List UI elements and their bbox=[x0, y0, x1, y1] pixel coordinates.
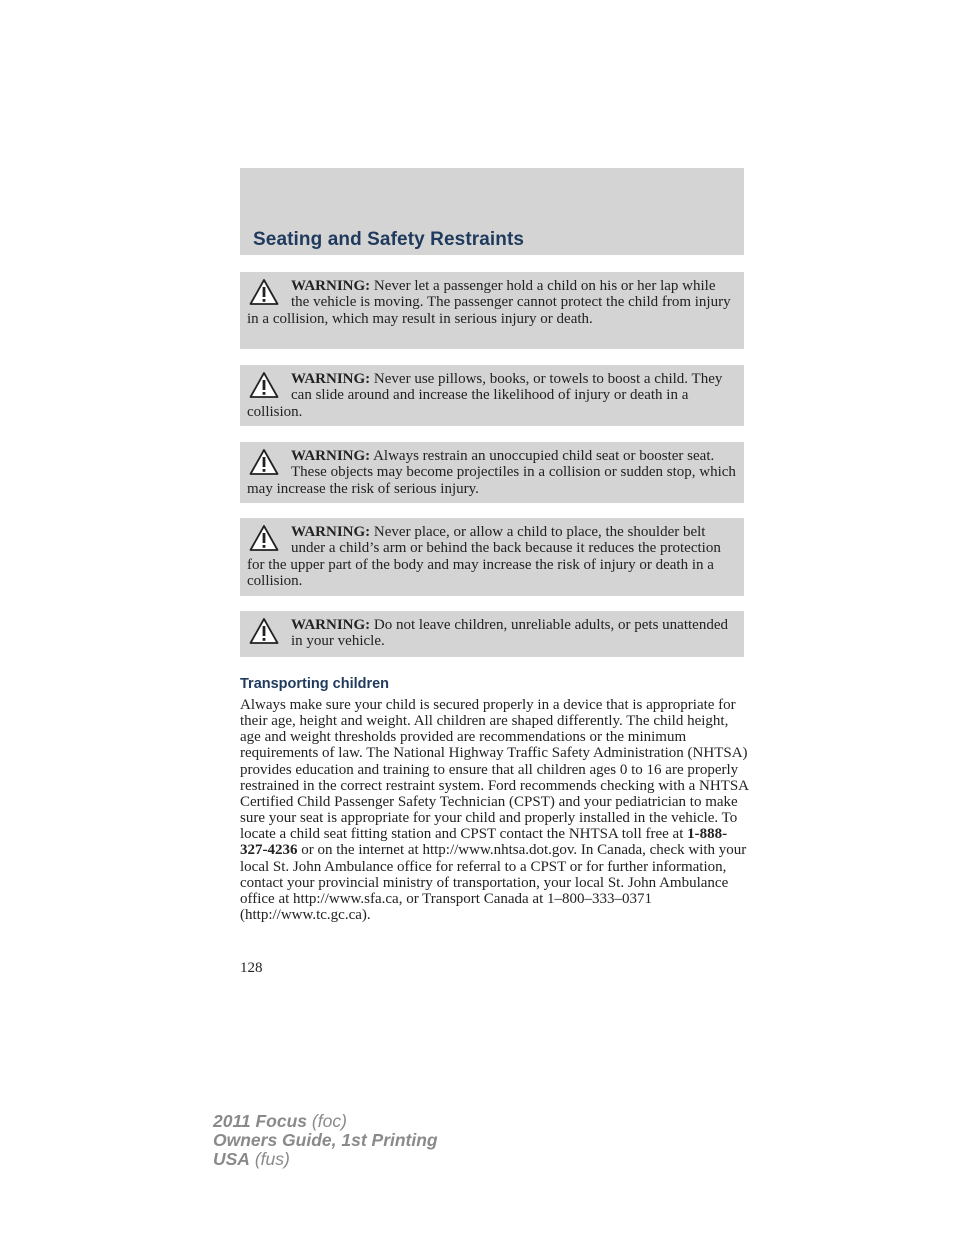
footer-market: USA bbox=[213, 1149, 250, 1169]
warning-box-shoulder-belt bbox=[240, 518, 744, 596]
section-header-band bbox=[240, 168, 744, 255]
footer-model: 2011 Focus bbox=[213, 1111, 308, 1131]
footer-line-model bbox=[213, 1112, 438, 1131]
body-paragraph bbox=[240, 697, 750, 923]
phone-number: 1-888-327-4236 bbox=[240, 826, 728, 859]
warning-box-boost bbox=[240, 365, 744, 426]
warning-triangle-icon bbox=[249, 278, 279, 306]
warning-text: Do not leave children, unreliable adults, or pets unattended in your vehicle. bbox=[291, 617, 728, 650]
body-text-part-1: Always make sure your child is secured properly in a device that is appropriate for their age, height and weight. All children are shaped differently. The child height, age and weight thresholds provided are recommendations or the minimum requirements of law. The National Highway Traffic Safety Administration (NHTSA) provides education and training to ensure that all children ages 0 to 16 are properly restrained in the correct restraint system. Ford recommends checking with a NHTSA Certified Child Passenger Safety Technician (CPST) and your pediatrician to make sure your seat is appropriate for your child and properly installed in the vehicle. To locate a child seat fitting station and CPST contact the NHTSA toll free at bbox=[240, 697, 749, 843]
section-title: Seating and Safety Restraints bbox=[253, 229, 525, 250]
warning-label: WARNING: bbox=[291, 448, 371, 464]
warning-label: WARNING: bbox=[291, 278, 371, 294]
warning-triangle-icon bbox=[249, 448, 279, 476]
warning-triangle-icon bbox=[249, 617, 279, 645]
warning-text: Never use pillows, books, or towels to boost a child. They can slide around and increase the likelihood of injury or death in a collision. bbox=[247, 371, 723, 420]
warning-triangle-icon bbox=[249, 371, 279, 399]
warning-label: WARNING: bbox=[291, 371, 371, 387]
body-text-part-2: or on the internet at http://www.nhtsa.dot.gov. In Canada, check with your local St. John Ambulance office for referral to a CPST or for further information, contact your provincial ministry of transportation, your local St. John Ambulance office at http://www.sfa.ca, or Transport Canada at 1–800–333–0371 (http://www.tc.gc.ca). bbox=[240, 842, 747, 924]
footer-model-code: (foc) bbox=[307, 1111, 347, 1131]
warning-box-lap bbox=[240, 272, 744, 349]
warning-box-unoccupied-seat bbox=[240, 442, 744, 503]
footer-market-code: (fus) bbox=[249, 1149, 290, 1169]
footer-line-market bbox=[213, 1150, 438, 1169]
warning-triangle-icon bbox=[249, 524, 279, 552]
warning-label: WARNING: bbox=[291, 617, 371, 633]
warning-text: Never place, or allow a child to place, the shoulder belt under a child’s arm or behind the back because it reduces the protection for the upper part of the body and may increase the risk of injury or death in a collision. bbox=[247, 524, 721, 590]
footer-line-guide: Owners Guide, 1st Printing bbox=[213, 1130, 438, 1150]
warning-box-unattended bbox=[240, 611, 744, 657]
warning-label: WARNING: bbox=[291, 524, 371, 540]
page-number: 128 bbox=[240, 960, 263, 976]
warning-text: Never let a passenger hold a child on his or her lap while the vehicle is moving. The passenger cannot protect the child from injury in a collision, which may result in serious injury or death. bbox=[247, 278, 731, 327]
subsection-heading: Transporting children bbox=[240, 676, 390, 692]
warning-text: Always restrain an unoccupied child seat or booster seat. These objects may become projectiles in a collision or sudden stop, which may increase the risk of serious injury. bbox=[247, 448, 736, 497]
document-footer bbox=[213, 1112, 438, 1169]
